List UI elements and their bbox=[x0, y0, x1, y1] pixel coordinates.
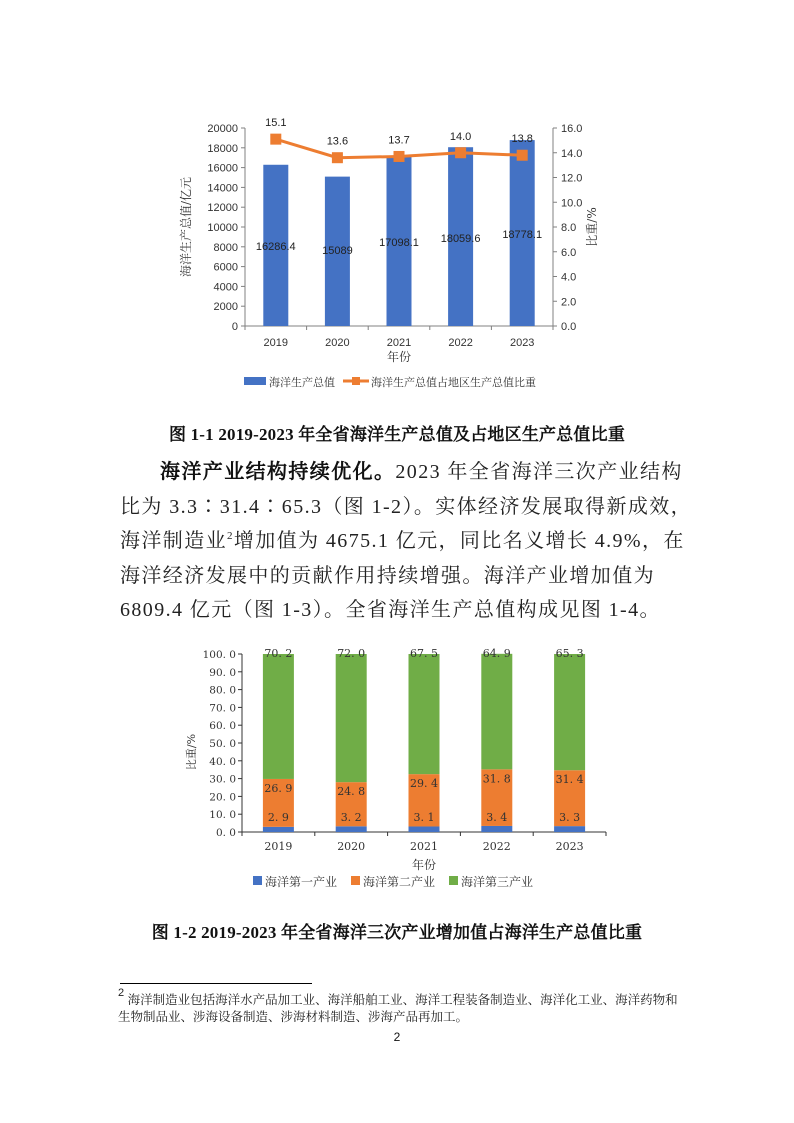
paragraph-lead: 海洋产业结构持续优化。 bbox=[160, 461, 396, 483]
footnote-divider bbox=[120, 983, 312, 984]
segment-value-label: 24. 8 bbox=[337, 785, 366, 799]
y-tick-label: 0. 0 bbox=[215, 827, 236, 839]
paragraph-line-4: 海洋经济发展中的贡献作用持续增强。海洋产业增加值为 bbox=[120, 564, 655, 587]
legend-label: 海洋生产总值占地区生产总值比重 bbox=[371, 376, 536, 389]
segment-value-label: 29. 4 bbox=[410, 777, 438, 791]
segment-value-label: 3. 3 bbox=[559, 811, 581, 824]
segment-value-label: 31. 8 bbox=[482, 772, 511, 786]
y-tick-label: 30. 0 bbox=[209, 773, 236, 786]
segment-value-label: 64. 9 bbox=[482, 647, 511, 660]
y-tick-label: 10000 bbox=[207, 222, 238, 234]
y-tick-label: 100. 0 bbox=[202, 649, 236, 661]
stacked-segment bbox=[336, 654, 367, 782]
x-tick-label: 2022 bbox=[482, 840, 511, 853]
y2-tick-label: 10.0 bbox=[561, 197, 583, 210]
y-tick-label: 0 bbox=[231, 321, 238, 333]
bar-value-label: 16286.4 bbox=[255, 241, 296, 253]
x-tick-label: 2019 bbox=[264, 840, 293, 853]
stacked-segment bbox=[481, 654, 512, 770]
y2-tick-label: 8.0 bbox=[561, 222, 577, 234]
footnote: $^2$ 海洋制造业包括海洋水产品加工业、海洋船舶工业、海洋工程装备制造业、海洋化工业、海洋药物和生物制品业、涉海设备制造、涉海材料制造、涉海产品再加工。 bbox=[118, 987, 678, 1024]
stacked-segment bbox=[481, 826, 512, 832]
stacked-segment bbox=[336, 826, 367, 832]
segment-value-label: 3. 2 bbox=[340, 811, 362, 824]
segment-value-label: 72. 0 bbox=[337, 647, 366, 660]
segment-value-label: 2. 9 bbox=[267, 811, 289, 824]
legend-label: 海洋第一产业 bbox=[265, 875, 338, 889]
x-tick-label: 2021 bbox=[386, 337, 412, 349]
paragraph-line-3: 海洋制造业$^2$增加值为 4675.1 亿元，同比名义增长 4.9%，在 bbox=[120, 530, 685, 552]
y-tick-label: 18000 bbox=[207, 142, 238, 155]
y-tick-label: 4000 bbox=[213, 281, 238, 294]
y-tick-label: 8000 bbox=[213, 241, 238, 254]
segment-value-label: 31. 4 bbox=[555, 773, 584, 787]
y-tick-label: 20000 bbox=[207, 123, 238, 135]
segment-value-label: 26. 9 bbox=[264, 781, 293, 795]
y2-tick-label: 4.0 bbox=[561, 271, 577, 284]
line-value-label: 13.7 bbox=[388, 134, 410, 147]
stacked-segment bbox=[554, 654, 585, 770]
legend-label: 海洋第二产业 bbox=[363, 875, 436, 889]
segment-value-label: 67. 5 bbox=[410, 647, 438, 660]
paragraph-line-2: 比为 3.3∶31.4∶65.3（图 1-2）。实体经济发展取得新成效， bbox=[120, 495, 693, 518]
line-value-label: 15.1 bbox=[265, 117, 287, 130]
y-axis-title: 海洋生产总值/亿元 bbox=[179, 176, 193, 278]
y-tick-label: 16000 bbox=[207, 162, 238, 175]
y2-tick-label: 0.0 bbox=[561, 321, 577, 333]
x-tick-label: 2021 bbox=[410, 840, 438, 853]
legend-label: 海洋第三产业 bbox=[461, 875, 534, 889]
legend-label: 海洋生产总值 bbox=[269, 376, 335, 389]
line-value-label: 13.6 bbox=[326, 135, 349, 148]
y-tick-label: 90. 0 bbox=[209, 666, 236, 679]
y-tick-label: 20. 0 bbox=[209, 791, 236, 804]
y-tick-label: 10. 0 bbox=[209, 809, 236, 822]
segment-value-label: 70. 2 bbox=[264, 647, 293, 660]
y2-tick-label: 12.0 bbox=[561, 172, 583, 185]
stacked-segment bbox=[554, 826, 585, 832]
y2-tick-label: 2.0 bbox=[561, 296, 577, 309]
y-tick-label: 40. 0 bbox=[209, 755, 236, 768]
legend-swatch bbox=[351, 876, 360, 885]
line-value-label: 14.0 bbox=[449, 130, 472, 143]
x-tick-label: 2022 bbox=[448, 337, 473, 349]
y-tick-label: 70. 0 bbox=[209, 702, 236, 715]
x-tick-label: 2020 bbox=[325, 337, 350, 349]
y-tick-label: 6000 bbox=[213, 261, 238, 274]
y2-tick-label: 6.0 bbox=[561, 246, 577, 259]
x-axis-title: 年份 bbox=[386, 350, 412, 364]
bar-value-label: 17098.1 bbox=[379, 237, 419, 249]
figure-1-1-caption: 图 1-1 2019-2023 年全省海洋生产总值及占地区生产总值比重 bbox=[168, 425, 626, 444]
legend-swatch bbox=[253, 876, 262, 885]
x-axis-title: 年份 bbox=[411, 858, 437, 872]
y-tick-label: 60. 0 bbox=[209, 720, 236, 733]
y2-tick-label: 14.0 bbox=[561, 147, 583, 160]
bar-value-label: 18778.1 bbox=[502, 229, 543, 241]
line-value-label: 13.8 bbox=[511, 133, 533, 146]
y2-tick-label: 16.0 bbox=[561, 123, 583, 135]
x-tick-label: 2019 bbox=[263, 337, 289, 349]
x-tick-label: 2020 bbox=[337, 840, 366, 853]
bar-value-label: 15089 bbox=[322, 245, 353, 257]
stacked-segment bbox=[409, 826, 440, 832]
y-axis-title: 比重/% bbox=[185, 733, 198, 771]
stacked-segment bbox=[409, 654, 440, 774]
page-number: 2 bbox=[393, 1030, 401, 1044]
figure-1-2-caption: 图 1-2 2019-2023 年全省海洋三次产业增加值占海洋生产总值比重 bbox=[151, 923, 643, 942]
segment-value-label: 65. 3 bbox=[555, 647, 584, 660]
y-tick-label: 2000 bbox=[213, 301, 238, 314]
y-tick-label: 50. 0 bbox=[209, 738, 236, 750]
x-tick-label: 2023 bbox=[555, 840, 584, 853]
footnote-marker: 2 bbox=[118, 987, 125, 999]
bar-value-label: 18059.6 bbox=[440, 233, 481, 245]
legend-swatch bbox=[449, 876, 458, 885]
y2-axis-title: 比重/% bbox=[585, 207, 599, 247]
x-tick-label: 2023 bbox=[509, 337, 535, 349]
y-tick-label: 12000 bbox=[207, 202, 238, 215]
paragraph-line-1: 海洋产业结构持续优化。2023 年全省海洋三次产业结构 bbox=[160, 461, 683, 483]
stacked-segment bbox=[263, 654, 294, 779]
paragraph-line-5: 6809.4 亿元（图 1-3）。全省海洋生产总值构成见图 1-4。 bbox=[120, 599, 661, 621]
stacked-segment bbox=[263, 827, 294, 832]
y-tick-label: 14000 bbox=[207, 182, 238, 195]
segment-value-label: 3. 1 bbox=[413, 811, 435, 824]
segment-value-label: 3. 4 bbox=[486, 811, 508, 824]
footnote-ref[interactable]: 2 bbox=[227, 530, 234, 542]
y-tick-label: 80. 0 bbox=[209, 684, 236, 697]
